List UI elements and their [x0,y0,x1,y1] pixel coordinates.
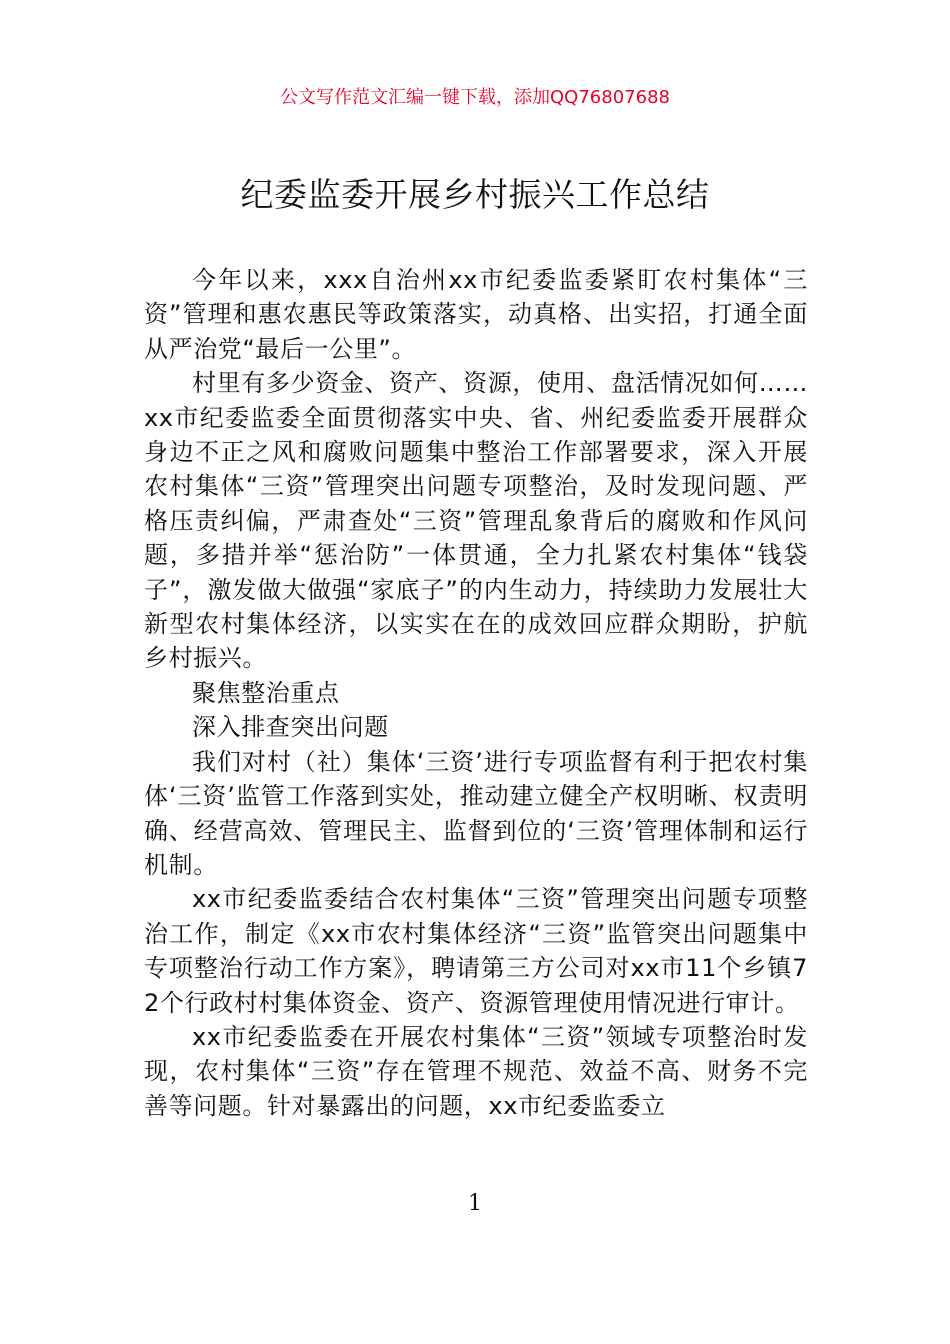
paragraph-intro: 今年以来，xxx自治州xx市纪委监委紧盯农村集体“三资”管理和惠农惠民等政策落实，动真格、出实招，打通全面从严治党“最后一公里”。 [144,266,808,363]
page-number: 1 [468,1191,482,1216]
download-promo-note: 公文写作范文汇编一键下载，添加QQ76807688 [280,87,670,108]
paragraph-overview: 村里有多少资金、资产、资源，使用、盘活情况如何……xx市纪委监委全面贯彻落实中央、省、州纪委监委开展群众身边不正之风和腐败问题集中整治工作部署要求，深入开展农村集体“三资”管理突出问题专项整治，及时发现问题、严格压责纠偏，严肃查处“三资”管理乱象背后的腐败和作风问题，多措并举“惩治防”一体贯通，全力扎紧农村集体“钱袋子”，激发做大做强“家底子”的内生动力，持续助力发展壮大新型农村集体经济，以实实在在的成效回应群众期盼，护航乡村振兴。 [144,369,808,673]
section-heading: 聚焦整治重点 [192,678,340,707]
paragraph-audit: xx市纪委监委结合农村集体“三资”管理突出问题专项整治工作，制定《xx市农村集体经济“三资”监管突出问题集中专项整治行动工作方案》，聘请第三方公司对xx市11个乡镇72个行政村村集体资金、资产、资源管理使用情况进行审计。 [144,885,808,1017]
document-title: 纪委监委开展乡村振兴工作总结 [240,175,710,214]
subsection-heading: 深入排查突出问题 [192,713,389,742]
document-body [144,263,808,1123]
paragraph-supervision: 我们对村（社）集体‘三资’进行专项监督有利于把农村集体‘三资’监管工作落到实处，推动建立健全产权明晰、权责明确、经营高效、管理民主、监督到位的‘三资’管理体制和运行机制。 [144,747,808,879]
paragraph-issues: xx市纪委监委在开展农村集体“三资”领域专项整治时发现，农村集体“三资”存在管理不规范、效益不高、财务不完善等问题。针对暴露出的问题，xx市纪委监委立 [144,1022,808,1120]
